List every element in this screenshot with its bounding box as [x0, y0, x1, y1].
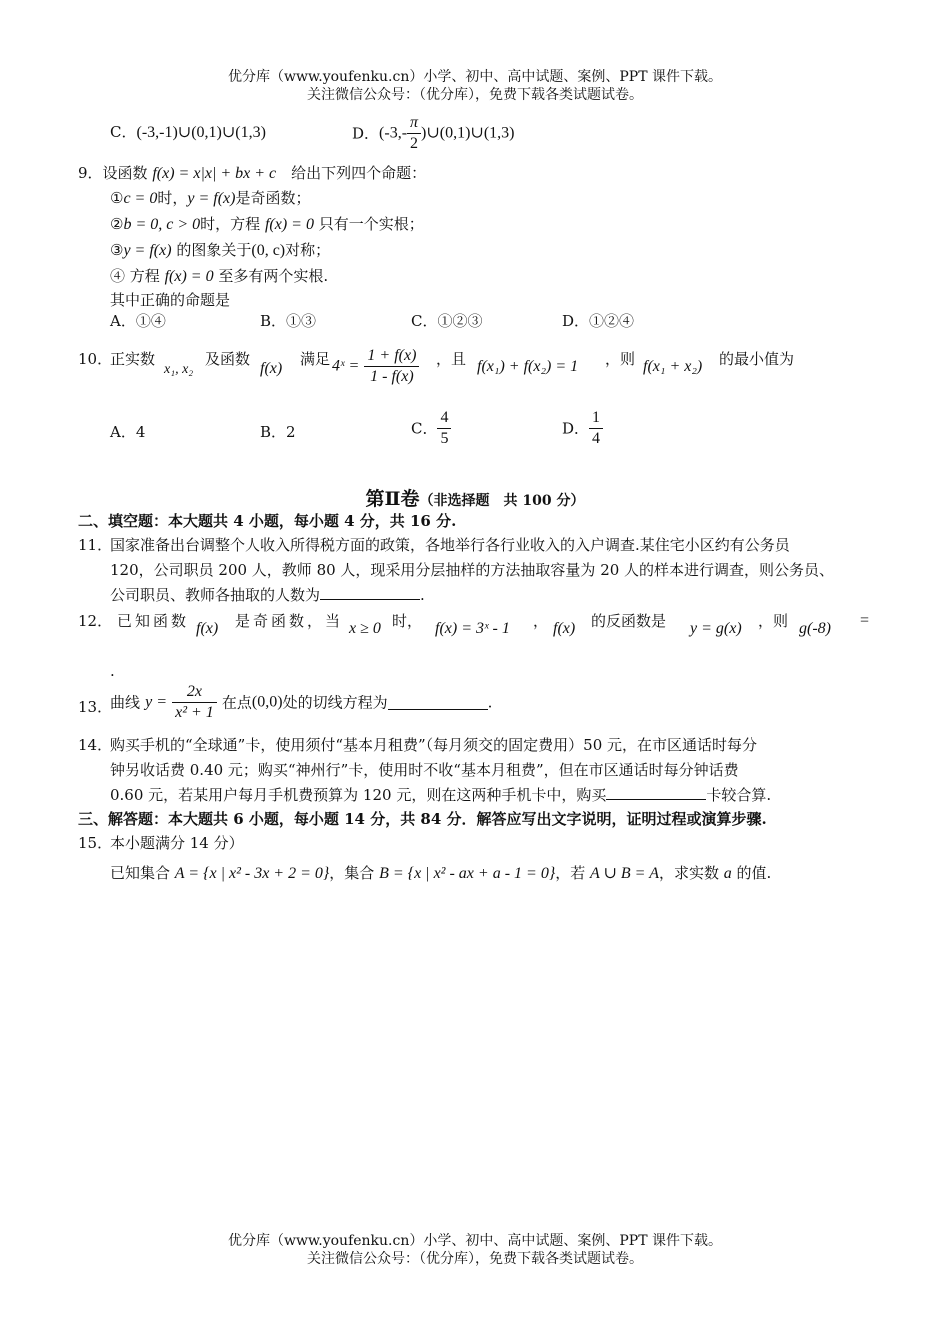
q10-math-target: f(x₁ + x₂) — [643, 358, 703, 375]
q10-number: 10． — [78, 350, 113, 368]
header-line-1: 优分库（www.youfenku.cn）小学、初中、高中试题、案例、PPT 课件下载。 — [227, 69, 722, 85]
q10-text-1: 正实数 — [110, 350, 156, 368]
q10-option-a: A．4 — [110, 423, 146, 441]
footer-line-2: 关注微信公众号：（优分库），免费下载各类试题试卷。 — [307, 1251, 643, 1267]
q9-option-a: A．①④ — [110, 312, 166, 330]
q10-text-4: ，且 — [436, 350, 467, 368]
q10-condition: 4ˣ = $\frac{1 + f(x)}{1 - f(x)}$ — [332, 346, 419, 387]
q11-answer-blank[interactable] — [320, 585, 420, 600]
q9-option-d: D．①②④ — [562, 312, 635, 330]
q14-line-1: 购买手机的“全球通”卡，使用须付“基本月租费”（每月须交的固定费用）50 元，在市区通话时每分 — [110, 736, 758, 754]
q10-option-c: C． $\frac{4}{5}$ — [411, 408, 451, 449]
footer-line-1: 优分库（www.youfenku.cn）小学、初中、高中试题、案例、PPT 课件下载。 — [227, 1233, 722, 1249]
q10-c-fraction: $\frac{4}{5}$ — [437, 408, 451, 449]
q10-math-sum: f(x₁) + f(x₂) = 1 — [477, 358, 579, 375]
q12-number: 12． — [78, 612, 113, 630]
q9-stem: 9．设函数 f(x) = x|x| + bx + c 给出下列四个命题： — [78, 164, 427, 182]
section3-heading: 三、解答题：本大题共 6 小题，每小题 14 分，共 84 分．解答应写出文字说明，证明过程或演算步骤. — [78, 810, 767, 828]
q8-d-fraction: $\frac{\pi}{2}$ — [407, 113, 421, 154]
q15-body: 已知集合 A = {x | x² - 3x + 2 = 0}，集合 B = {x | x² - ax + a - 1 = 0}，若 A ∪ B = A，求实数 a 的值. — [110, 864, 772, 882]
q10-option-d: D． $\frac{1}{4}$ — [562, 408, 603, 449]
q10-d-fraction: $\frac{1}{4}$ — [589, 408, 603, 449]
section2-heading: 二、填空题：本大题共 4 小题，每小题 4 分，共 16 分. — [78, 512, 457, 530]
q10-option-b: B．2 — [260, 423, 296, 441]
q10-fraction: $\frac{1 + f(x)}{1 - f(x)}$ — [364, 346, 419, 387]
q9-proposition-2: ②b = 0, c > 0时，方程 f(x) = 0 只有一个实根； — [110, 215, 424, 233]
q10-text-2: 及函数 — [205, 350, 251, 368]
q11-number: 11． — [78, 536, 113, 554]
q12-text-2: 是奇函数，当 — [235, 612, 344, 630]
q12-math-g: g(-8) — [799, 620, 831, 637]
q12-text-5: 的反函数是 — [591, 612, 667, 630]
q12-math-fx: f(x) — [196, 620, 219, 637]
q9-option-c: C．①②③ — [411, 312, 483, 330]
q9-proposition-3: ③y = f(x) 的图象关于(0, c)对称； — [110, 241, 331, 259]
q12-text-4: ， — [533, 612, 549, 630]
q12-equals: = — [860, 612, 870, 629]
q9-proposition-1: ①c = 0时，y = f(x)是奇函数； — [110, 189, 311, 207]
q13-fraction: $\frac{2x}{\text{x² + 1}}$ — [172, 682, 217, 723]
q12-math-def: f(x) = 3ˣ - 1 — [435, 620, 510, 637]
q9-option-b: B．①③ — [260, 312, 317, 330]
q10-text-6: 的最小值为 — [719, 350, 795, 368]
header-line-2: 关注微信公众号：（优分库），免费下载各类试题试卷。 — [307, 87, 643, 103]
q12-text-3: 时， — [392, 612, 423, 630]
q14-number: 14． — [78, 736, 113, 754]
q9-ask: 其中正确的命题是 — [110, 291, 231, 309]
q12-end: . — [110, 662, 115, 680]
q12-text-1: 已知函数 — [117, 612, 190, 630]
q15-head: 本小题满分 14 分） — [110, 834, 244, 852]
q10-math-x1x2: x₁, x₂ — [164, 362, 194, 377]
q13-number: 13． — [78, 698, 113, 716]
q12-math-inverse: y = g(x) — [690, 620, 742, 637]
q10-text-5: ，则 — [605, 350, 636, 368]
q14-line-2: 钟另收话费 0.40 元；购买“神州行”卡，使用时不收“基本月租费”，但在市区通话时每分钟话费 — [110, 761, 739, 779]
q11-line-2: 120，公司职员 200 人，教师 80 人，现采用分层抽样的方法抽取容量为 20 人的样本进行调查，则公务员、 — [110, 561, 835, 579]
q12-text-6: ，则 — [758, 612, 789, 630]
q11-line-1: 国家准备出台调整个人收入所得税方面的政策，各地举行各行业收入的入户调查.某住宅小区约有公务员 — [110, 536, 790, 554]
q14-line-3: 0.60 元，若某用户每月手机费预算为 120 元，则在这两种手机卡中，购买 卡较合算. — [110, 786, 772, 804]
q13-body: 曲线 y = $\frac{2x}{\text{x² + 1}}$ 在点(0,0)处的切线方程为 . — [110, 683, 493, 721]
q13-answer-blank[interactable] — [388, 695, 488, 710]
q14-answer-blank[interactable] — [606, 785, 706, 800]
q12-math-fx2: f(x) — [553, 620, 576, 637]
q8-option-c: C．(-3,-1)∪(0,1)∪(1,3) — [110, 123, 266, 141]
q11-line-3: 公司职员、教师各抽取的人数为 . — [110, 586, 425, 604]
q15-number: 15． — [78, 834, 113, 852]
part2-heading: 第Ⅱ卷（非选择题 共 100 分） — [365, 488, 585, 510]
q9-proposition-4: ④ 方程 f(x) = 0 至多有两个实根. — [110, 267, 329, 285]
q8-option-d: D．(-3,- $\frac{\pi}{2}$ )∪(0,1)∪(1,3) — [352, 114, 515, 152]
q10-text-3: 满足 — [300, 350, 331, 368]
q12-math-cond: x ≥ 0 — [349, 620, 381, 637]
q10-math-fx: f(x) — [260, 360, 283, 377]
